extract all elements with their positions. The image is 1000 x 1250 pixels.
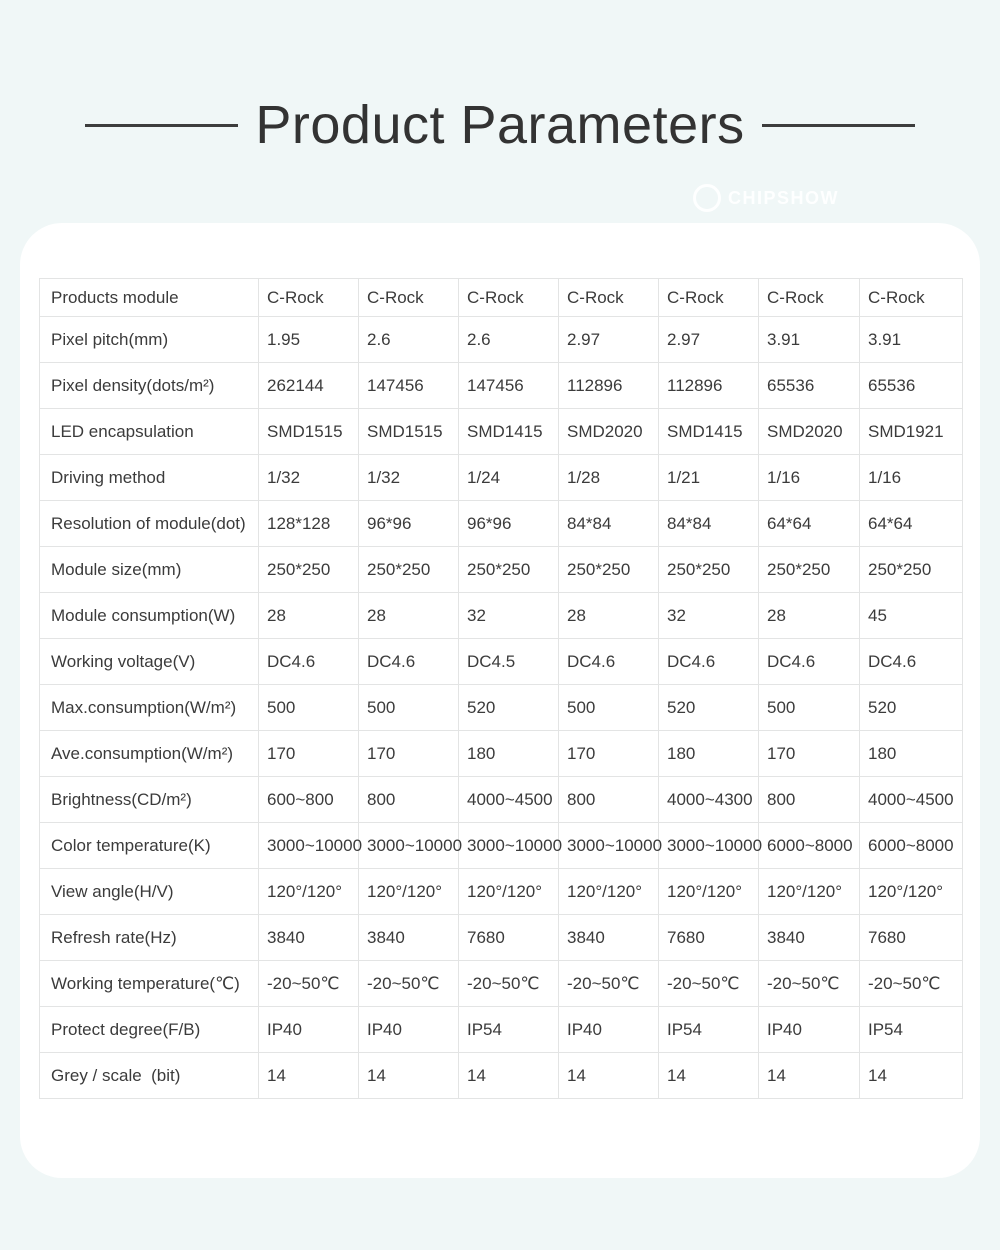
cell-value: 180: [459, 731, 559, 777]
cell-value: SMD1415: [659, 409, 759, 455]
table-row: [40, 317, 963, 363]
cell-value: 520: [860, 685, 963, 731]
cell-value: 250*250: [559, 547, 659, 593]
table-row: [40, 363, 963, 409]
table-row: [40, 869, 963, 915]
watermark: [693, 184, 839, 212]
table-row: [40, 593, 963, 639]
cell-value: -20~50℃: [759, 961, 860, 1007]
row-label: Products module: [40, 279, 259, 317]
cell-value: DC4.6: [860, 639, 963, 685]
row-label: LED encapsulation: [40, 409, 259, 455]
cell-value: 128*128: [259, 501, 359, 547]
cell-value: 1.95: [259, 317, 359, 363]
row-label: Max.consumption(W/m²): [40, 685, 259, 731]
cell-value: 4000~4300: [659, 777, 759, 823]
cell-value: DC4.6: [659, 639, 759, 685]
cell-value: 28: [759, 593, 860, 639]
cell-value: 1/28: [559, 455, 659, 501]
table-row: [40, 639, 963, 685]
cell-value: 7680: [860, 915, 963, 961]
row-label: Pixel density(dots/m²): [40, 363, 259, 409]
cell-value: DC4.6: [759, 639, 860, 685]
cell-value: DC4.6: [559, 639, 659, 685]
row-label: Driving method: [40, 455, 259, 501]
cell-value: 7680: [459, 915, 559, 961]
cell-value: 250*250: [459, 547, 559, 593]
cell-value: SMD1515: [259, 409, 359, 455]
row-label: Module size(mm): [40, 547, 259, 593]
cell-value: 96*96: [459, 501, 559, 547]
watermark-logo-icon: [693, 184, 721, 212]
cell-value: 500: [359, 685, 459, 731]
cell-value: 14: [459, 1053, 559, 1099]
row-label: Protect degree(F/B): [40, 1007, 259, 1053]
cell-value: 14: [559, 1053, 659, 1099]
parameters-card: [20, 223, 980, 1178]
cell-value: 32: [459, 593, 559, 639]
cell-value: 180: [860, 731, 963, 777]
cell-value: 14: [359, 1053, 459, 1099]
cell-value: 28: [559, 593, 659, 639]
cell-value: 7680: [659, 915, 759, 961]
cell-value: 84*84: [659, 501, 759, 547]
page-header: [0, 94, 1000, 156]
row-label: Color temperature(K): [40, 823, 259, 869]
table-row: [40, 961, 963, 1007]
cell-value: 32: [659, 593, 759, 639]
cell-value: 3.91: [759, 317, 860, 363]
spec-table-body: [40, 279, 963, 1099]
cell-value: 147456: [459, 363, 559, 409]
cell-value: DC4.5: [459, 639, 559, 685]
cell-value: 28: [259, 593, 359, 639]
cell-value: 65536: [860, 363, 963, 409]
cell-value: 250*250: [259, 547, 359, 593]
cell-value: 120°/120°: [359, 869, 459, 915]
cell-value: SMD1515: [359, 409, 459, 455]
cell-value: 1/32: [359, 455, 459, 501]
cell-value: 3000~10000: [659, 823, 759, 869]
cell-value: -20~50℃: [860, 961, 963, 1007]
cell-value: IP54: [459, 1007, 559, 1053]
cell-value: 800: [759, 777, 860, 823]
table-row: [40, 823, 963, 869]
cell-value: 4000~4500: [860, 777, 963, 823]
cell-value: 6000~8000: [759, 823, 860, 869]
cell-value: C-Rock: [259, 279, 359, 317]
cell-value: 250*250: [359, 547, 459, 593]
cell-value: -20~50℃: [459, 961, 559, 1007]
cell-value: 64*64: [759, 501, 860, 547]
cell-value: 170: [259, 731, 359, 777]
cell-value: 800: [359, 777, 459, 823]
cell-value: 120°/120°: [459, 869, 559, 915]
cell-value: C-Rock: [759, 279, 860, 317]
row-label: Working voltage(V): [40, 639, 259, 685]
cell-value: 2.6: [359, 317, 459, 363]
cell-value: 500: [259, 685, 359, 731]
cell-value: IP54: [860, 1007, 963, 1053]
cell-value: 500: [759, 685, 860, 731]
cell-value: 180: [659, 731, 759, 777]
table-row: [40, 1053, 963, 1099]
row-label: View angle(H/V): [40, 869, 259, 915]
cell-value: 14: [759, 1053, 860, 1099]
cell-value: 14: [860, 1053, 963, 1099]
cell-value: C-Rock: [860, 279, 963, 317]
cell-value: 120°/120°: [860, 869, 963, 915]
cell-value: 14: [259, 1053, 359, 1099]
cell-value: C-Rock: [659, 279, 759, 317]
cell-value: C-Rock: [559, 279, 659, 317]
row-label: Resolution of module(dot): [40, 501, 259, 547]
cell-value: 120°/120°: [759, 869, 860, 915]
row-label: Grey / scale (bit): [40, 1053, 259, 1099]
table-row: [40, 501, 963, 547]
cell-value: 65536: [759, 363, 860, 409]
cell-value: 600~800: [259, 777, 359, 823]
cell-value: 1/32: [259, 455, 359, 501]
cell-value: IP40: [759, 1007, 860, 1053]
cell-value: 3.91: [860, 317, 963, 363]
cell-value: -20~50℃: [259, 961, 359, 1007]
cell-value: 120°/120°: [259, 869, 359, 915]
cell-value: -20~50℃: [359, 961, 459, 1007]
cell-value: 250*250: [759, 547, 860, 593]
cell-value: 250*250: [860, 547, 963, 593]
title-line-left: [85, 124, 238, 127]
table-row: [40, 1007, 963, 1053]
cell-value: 250*250: [659, 547, 759, 593]
cell-value: 64*64: [860, 501, 963, 547]
cell-value: 96*96: [359, 501, 459, 547]
cell-value: 14: [659, 1053, 759, 1099]
cell-value: 2.97: [559, 317, 659, 363]
table-row: [40, 279, 963, 317]
table-row: [40, 547, 963, 593]
cell-value: 4000~4500: [459, 777, 559, 823]
cell-value: 520: [459, 685, 559, 731]
row-label: Ave.consumption(W/m²): [40, 731, 259, 777]
cell-value: 3840: [759, 915, 860, 961]
cell-value: C-Rock: [459, 279, 559, 317]
cell-value: IP54: [659, 1007, 759, 1053]
cell-value: 1/16: [759, 455, 860, 501]
cell-value: SMD2020: [559, 409, 659, 455]
cell-value: 1/21: [659, 455, 759, 501]
cell-value: 84*84: [559, 501, 659, 547]
table-row: [40, 777, 963, 823]
cell-value: 120°/120°: [559, 869, 659, 915]
cell-value: 520: [659, 685, 759, 731]
cell-value: 2.97: [659, 317, 759, 363]
row-label: Refresh rate(Hz): [40, 915, 259, 961]
cell-value: 28: [359, 593, 459, 639]
cell-value: 112896: [559, 363, 659, 409]
cell-value: 170: [359, 731, 459, 777]
cell-value: 170: [759, 731, 860, 777]
cell-value: 3000~10000: [559, 823, 659, 869]
cell-value: 500: [559, 685, 659, 731]
cell-value: 262144: [259, 363, 359, 409]
watermark-brand: CHIPSHOW: [728, 187, 839, 208]
cell-value: 1/24: [459, 455, 559, 501]
table-row: [40, 685, 963, 731]
row-label: Brightness(CD/m²): [40, 777, 259, 823]
spec-table: [39, 278, 963, 1099]
table-row: [40, 455, 963, 501]
row-label: Working temperature(℃): [40, 961, 259, 1007]
row-label: Module consumption(W): [40, 593, 259, 639]
cell-value: 1/16: [860, 455, 963, 501]
cell-value: 3000~10000: [259, 823, 359, 869]
cell-value: 6000~8000: [860, 823, 963, 869]
cell-value: C-Rock: [359, 279, 459, 317]
cell-value: 800: [559, 777, 659, 823]
cell-value: 120°/120°: [659, 869, 759, 915]
cell-value: 3000~10000: [459, 823, 559, 869]
cell-value: 147456: [359, 363, 459, 409]
cell-value: 3000~10000: [359, 823, 459, 869]
cell-value: 170: [559, 731, 659, 777]
cell-value: SMD2020: [759, 409, 860, 455]
page-title: Product Parameters: [255, 95, 745, 155]
cell-value: 3840: [259, 915, 359, 961]
table-row: [40, 409, 963, 455]
cell-value: SMD1415: [459, 409, 559, 455]
cell-value: -20~50℃: [659, 961, 759, 1007]
cell-value: -20~50℃: [559, 961, 659, 1007]
cell-value: IP40: [559, 1007, 659, 1053]
cell-value: 112896: [659, 363, 759, 409]
cell-value: IP40: [259, 1007, 359, 1053]
cell-value: SMD1921: [860, 409, 963, 455]
cell-value: 45: [860, 593, 963, 639]
table-row: [40, 915, 963, 961]
table-row: [40, 731, 963, 777]
cell-value: DC4.6: [359, 639, 459, 685]
cell-value: 2.6: [459, 317, 559, 363]
cell-value: DC4.6: [259, 639, 359, 685]
cell-value: 3840: [359, 915, 459, 961]
cell-value: 3840: [559, 915, 659, 961]
row-label: Pixel pitch(mm): [40, 317, 259, 363]
title-line-right: [762, 124, 915, 127]
cell-value: IP40: [359, 1007, 459, 1053]
